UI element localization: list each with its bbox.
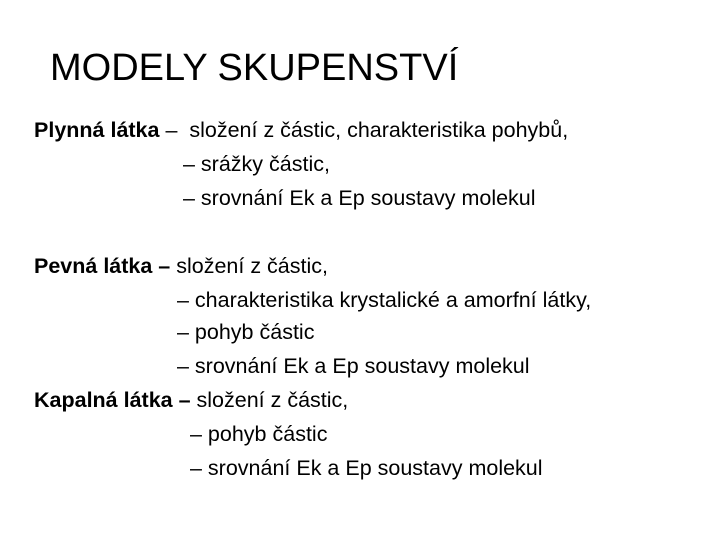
section-gas-first: složení z částic, charakteristika pohybů, — [183, 118, 569, 142]
section-solid-item: – charakteristika krystalické a amorfní látky, — [177, 288, 592, 312]
section-liquid-dash: – — [172, 388, 197, 412]
section-gas-heading — [34, 115, 568, 145]
section-gas-dash: – — [159, 118, 184, 142]
section-solid-heading — [34, 251, 328, 281]
section-liquid-item: – srovnání Ek a Ep soustavy molekul — [190, 456, 543, 480]
section-liquid-heading — [34, 385, 348, 415]
section-solid-first: složení z částic, — [176, 254, 328, 278]
section-solid-item: – srovnání Ek a Ep soustavy molekul — [177, 354, 530, 378]
section-gas-item: – srovnání Ek a Ep soustavy molekul — [183, 186, 536, 210]
section-gas-item: – srážky částic, — [183, 152, 330, 176]
section-liquid-label: Kapalná látka — [34, 388, 173, 412]
section-liquid-first: složení z částic, — [196, 388, 349, 412]
section-gas-label: Plynná látka — [34, 118, 160, 142]
section-solid-item: – pohyb částic — [177, 320, 315, 344]
section-solid-dash: – — [152, 254, 177, 278]
section-liquid-item: – pohyb částic — [190, 422, 328, 446]
section-solid-label: Pevná látka — [34, 254, 153, 278]
slide-title: MODELY SKUPENSTVÍ — [50, 47, 459, 89]
